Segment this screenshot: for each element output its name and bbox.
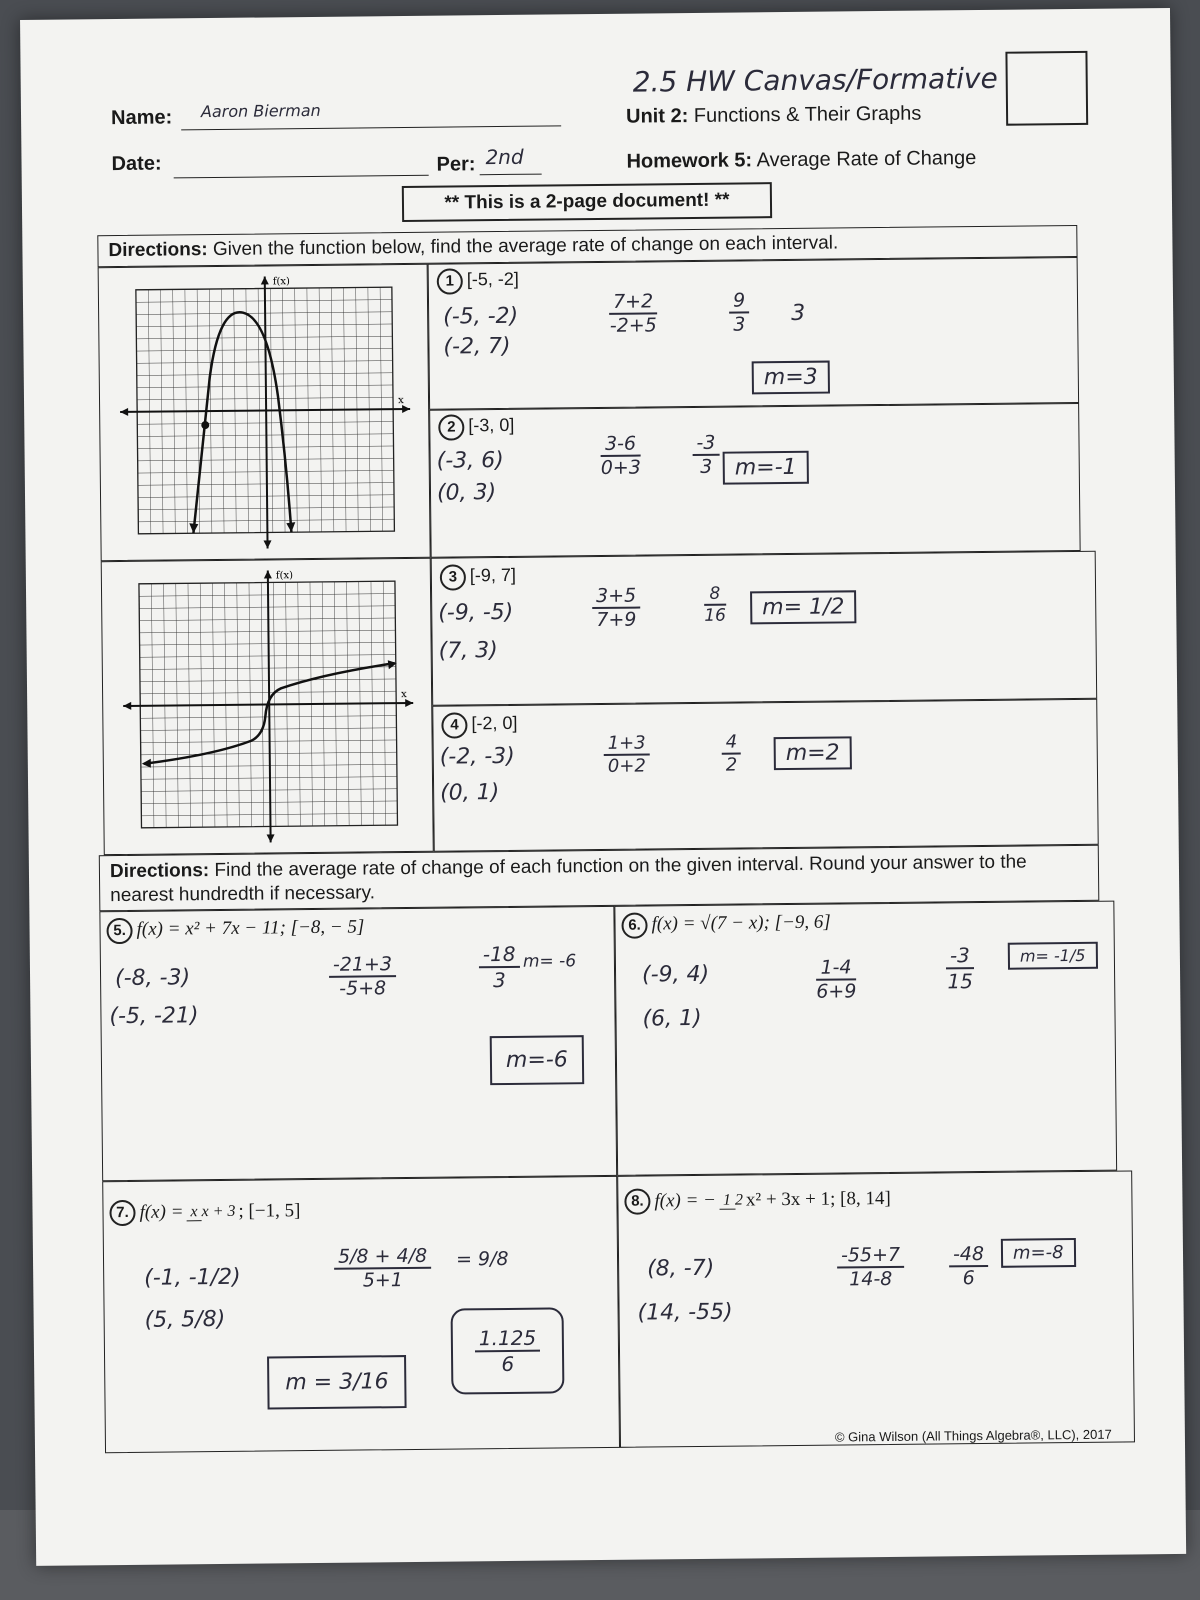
per-value: 2nd [485, 144, 524, 170]
graph1-x-label: x [397, 395, 404, 407]
parabola-graph [99, 265, 432, 562]
per-label: Per: [436, 153, 476, 176]
section1-directions: Directions: Given the function below, find the average rate of change on each interval. [97, 225, 1077, 267]
name-field[interactable] [181, 98, 561, 130]
unit-line: Unit 2: Functions & Their Graphs [625, 102, 922, 128]
problem5-cell: 5. f(x) = x² + 7x − 11; [−8, − 5] (-8, -3) (-5, -21) $\frac{-21+3}{-5+8}$ $\frac{-18}{3}$ m= -6 m=-6 [99, 906, 617, 1181]
problem6-cell: 6. f(x) = √(7 − x); [−9, 6] (-9, 4) (6, 1) $\frac{1-4}{6+9}$ $\frac{-3}{15}$ m= -1/5 [614, 901, 1117, 1176]
graph2-x-label: x [401, 689, 407, 701]
problem3-cell: 3 [-9, 7] (-9, -5) (7, 3) $\frac{3+5}{7+9}$ $\frac{8}{16}$ m= 1/2 [431, 551, 1098, 706]
answer-4: m=2 [774, 736, 852, 770]
problem7-cell: 7. f(x) = x x + 3 ; [−1, 5] (-1, -1/2) (5, 5/8) $\frac{5/8 + 4/8}{5+1}$ = 9/8 $\frac{1.125}{6}$ m = 3/16 [102, 1176, 620, 1453]
problem2-cell: 2 [-3, 0] (-3, 6) (0, 3) $\frac{3-6}{0+3}$ $\frac{-3}{3}$ m=-1 [429, 403, 1081, 558]
date-label: Date: [111, 152, 162, 176]
score-box [1005, 51, 1088, 126]
decimal-box: $\frac{1.125}{6}$ [451, 1307, 565, 1394]
answer-3: m= 1/2 [750, 590, 857, 624]
name-label: Name: [110, 106, 173, 130]
copyright: © Gina Wilson (All Things Algebra®, LLC), 2017 [834, 1426, 1112, 1445]
worksheet-page [20, 8, 1186, 1566]
answer-2: m=-1 [723, 451, 809, 485]
handwritten-title: 2.5 HW Canvas/Formative [632, 61, 998, 99]
name-value: Aaron Bierman [200, 100, 321, 122]
graph2-fx-label: f(x) [275, 570, 294, 582]
per-field[interactable] [479, 145, 541, 176]
answer-1: m=3 [752, 361, 830, 395]
graph1-cell [98, 264, 431, 561]
date-field[interactable] [173, 150, 428, 179]
graph2-cell [101, 558, 434, 855]
cube-root-graph [102, 559, 435, 856]
homework-line: Homework 5: Average Rate of Change [626, 147, 977, 173]
answer-6: m= -1/5 [1008, 942, 1098, 970]
problem8-cell: 8. f(x) = − 1 2 x² + 3x + 1; [8, 14] (8, -7) (14, -55) $\frac{-55+7}{14-8}$ $\frac{-48}{6}$ m=-8 [617, 1170, 1135, 1447]
section2-directions: Directions: Find the average rate of change of each function on the given interval. Round your answer to the nearest hundredth if necessary. [99, 845, 1100, 911]
answer-8: m=-8 [1001, 1238, 1076, 1268]
graph1-fx-label: f(x) [272, 276, 291, 288]
problem1-cell: 1 [-5, -2] (-5, -2) (-2, 7) $\frac{7+2}{-2+5}$ $\frac{9}{3}$ 3 m=3 [428, 257, 1079, 410]
problem4-cell: 4 [-2, 0] (-2, -3) (0, 1) $\frac{1+3}{0+2}$ $\frac{4}{2}$ m=2 [432, 699, 1098, 852]
two-page-notice: ** This is a 2-page document! ** [402, 182, 772, 222]
answer-7: m = 3/16 [267, 1355, 407, 1409]
answer-5: m=-6 [490, 1035, 584, 1085]
